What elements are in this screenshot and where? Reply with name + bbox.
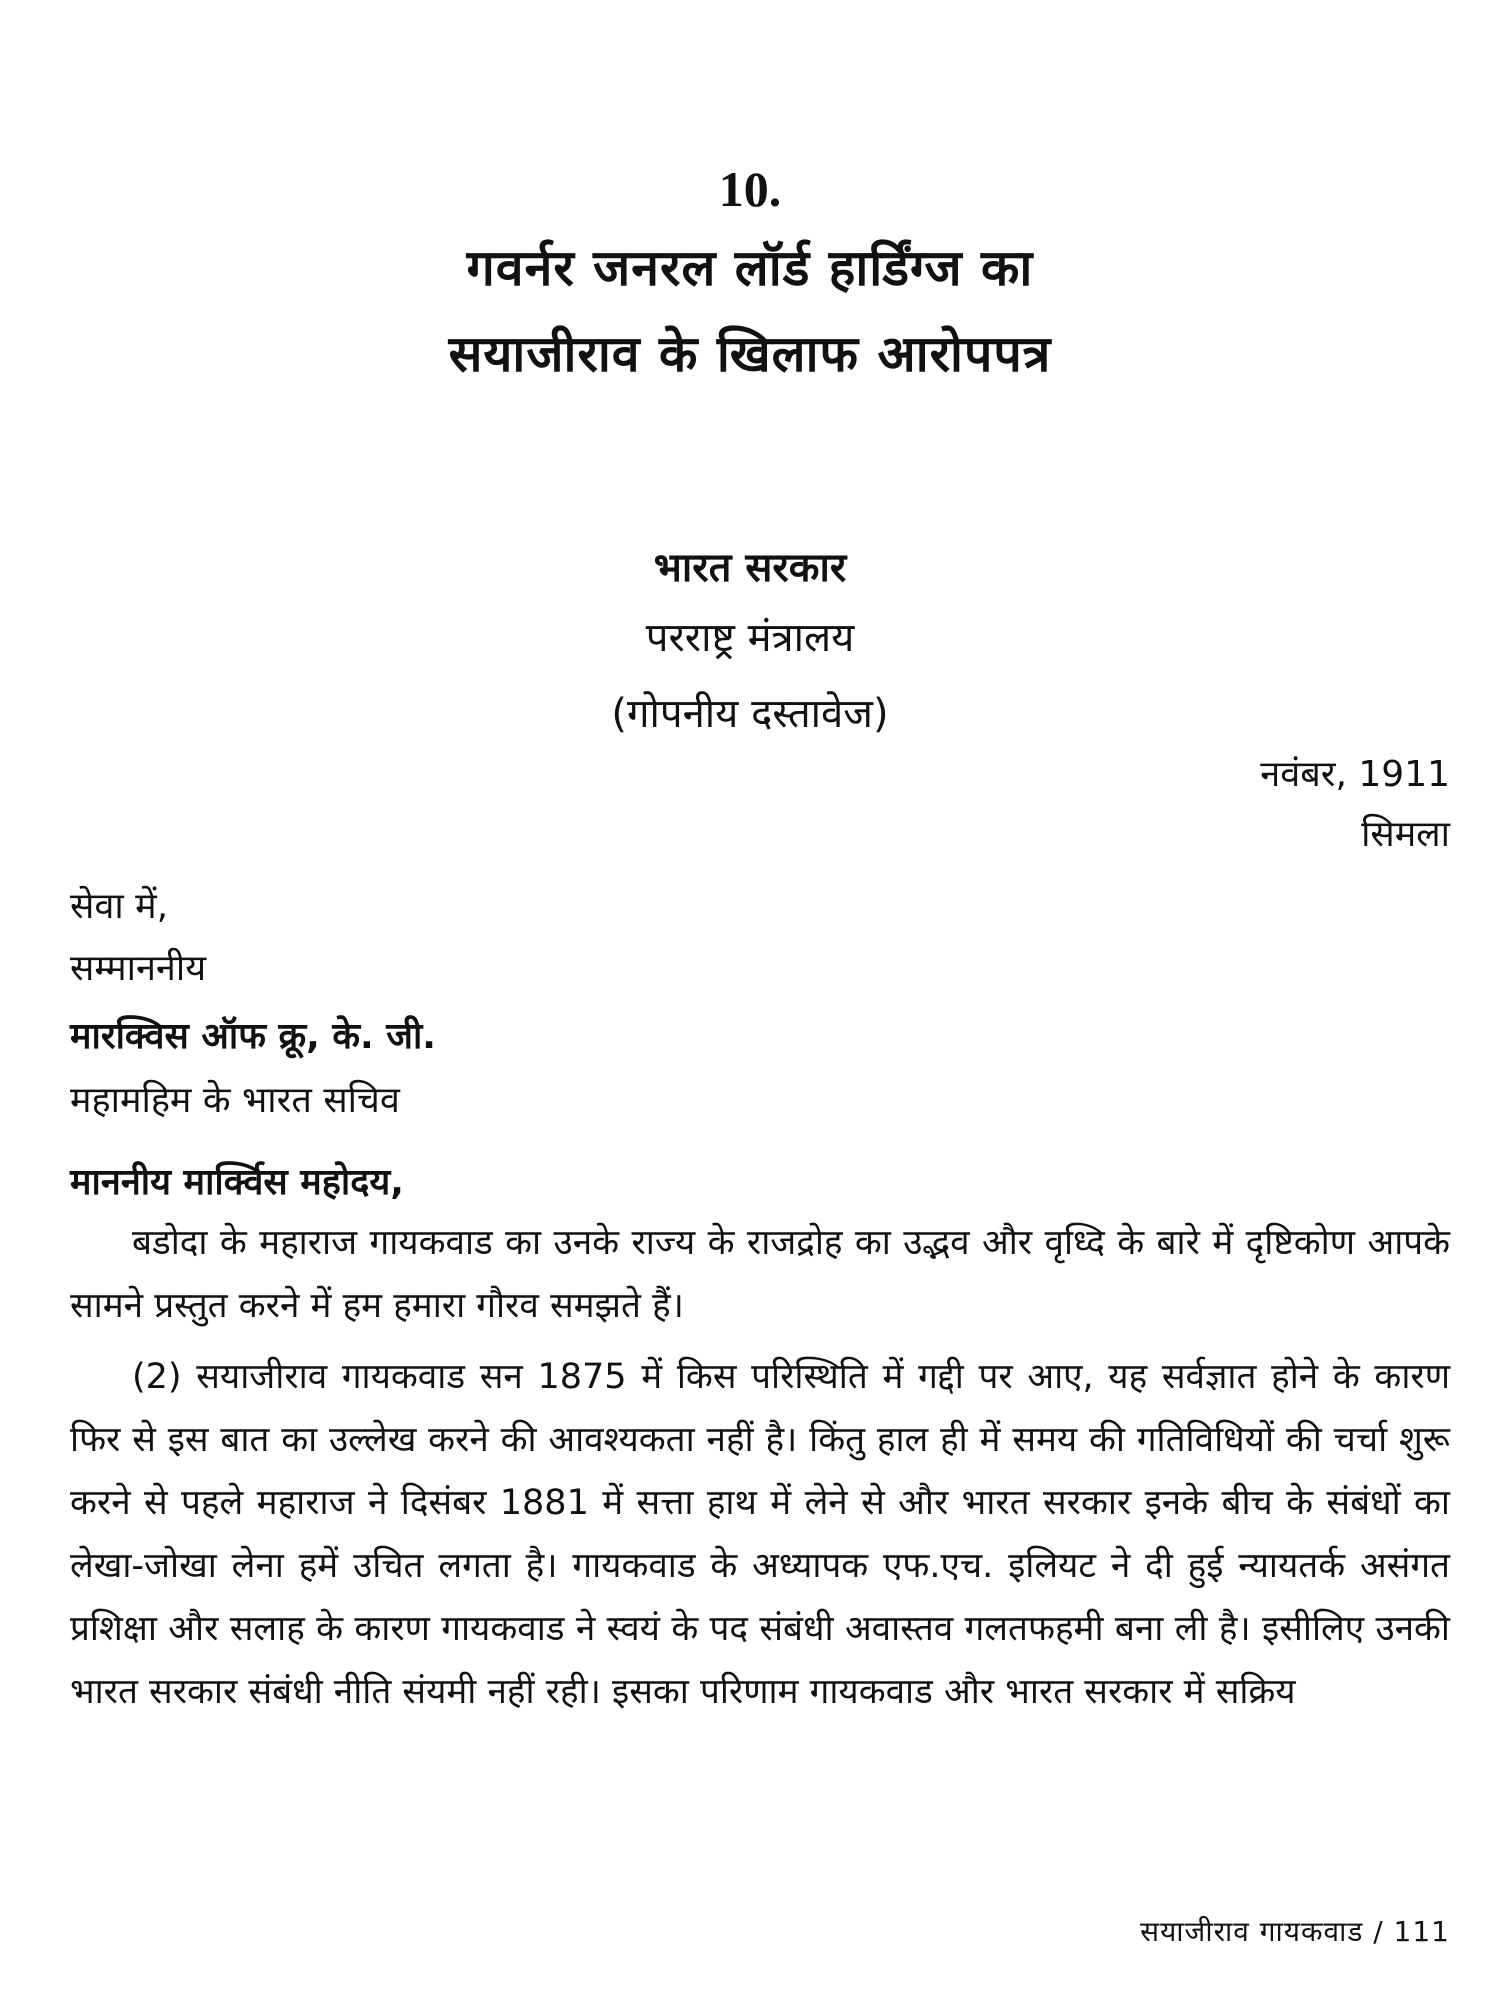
- chapter-number: 10.: [718, 161, 782, 217]
- addressee-line-2: सम्माननीय: [70, 948, 207, 989]
- addressee-name: मारक्विस ऑफ क्रू, के. जी.: [70, 1016, 436, 1057]
- addressee-title: महामहिम के भारत सचिव: [70, 1080, 400, 1121]
- government-heading: भारत सरकार: [653, 545, 847, 591]
- addressee-line-1: सेवा में,: [70, 886, 169, 927]
- page-footer: सयाजीराव गायकवाड / 111: [1140, 1915, 1450, 1948]
- body-paragraph-1: बडोदा के महाराज गायकवाड का उनके राज्य के राजद्रोह का उद्भव और वृध्दि के बारे में दृष्टिकोण आपके सामने प्रस्तुत करने में हम हमारा गौरव समझते हैं।: [70, 1223, 1450, 1326]
- salutation: माननीय मार्क्विस महोदय,: [70, 1162, 404, 1203]
- chapter-title-line-1: गवर्नर जनरल लॉर्ड हार्डिंग्ज का: [466, 239, 1034, 297]
- chapter-title-line-2: सयाजीराव के खिलाफ आरोपपत्र: [448, 325, 1052, 383]
- classification-label: (गोपनीय दस्तावेज): [611, 691, 889, 737]
- letter-place: सिमला: [1361, 814, 1450, 855]
- letter-date: नवंबर, 1911: [1260, 754, 1450, 795]
- ministry-heading: परराष्ट्र मंत्रालय: [645, 615, 855, 661]
- body-paragraph-2: (2) सयाजीराव गायकवाड सन 1875 में किस परिस्थिति में गद्दी पर आए, यह सर्वज्ञात होने के कारण फिर से इस बात का उल्लेख करने की आवश्यकता नहीं है। किंतु हाल ही में समय की गतिविधियों की चर्चा शुरू करने से पहले महाराज ने दिसंबर 1881 में सत्ता हाथ में लेने से और भारत सरकार इनके बीच के संबंधों का लेखा-जोखा लेना हमें उचित लगता है। गायकवाड के अध्यापक एफ.एच. इलियट ने दी हुई न्यायतर्क असंगत प्रशिक्षा और सलाह के कारण गायकवाड ने स्वयं के पद संबंधी अवास्तव गलतफहमी बना ली है। इसीलिए उनकी भारत सरकार संबंधी नीति संयमी नहीं रही। इसका परिणाम गायकवाड और भारत सरकार में सक्रिय: [70, 1357, 1450, 1712]
